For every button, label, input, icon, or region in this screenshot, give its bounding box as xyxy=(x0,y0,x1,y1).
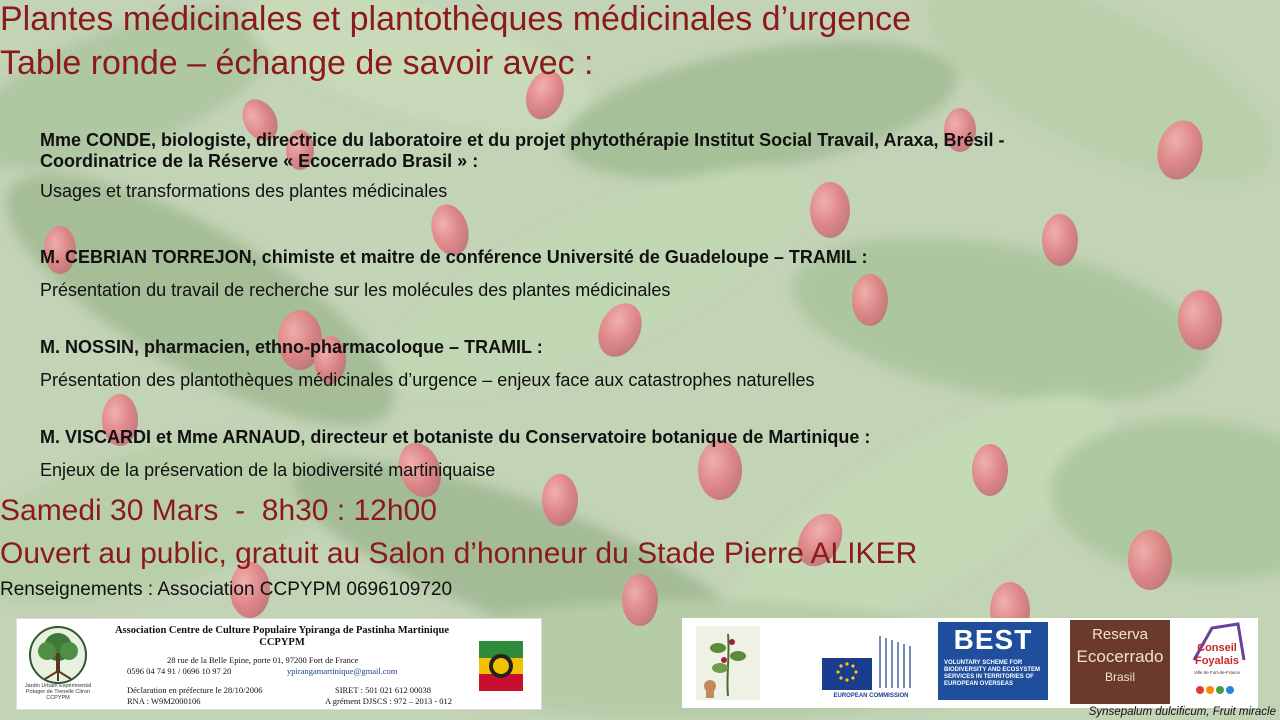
reserva-line3: Brasil xyxy=(1104,670,1135,684)
association-acronym: CCPYPM xyxy=(259,637,305,648)
association-address: 28 rue de la Belle Epine, porte 01, 97200 Fort de France xyxy=(167,655,359,665)
speaker-1-name xyxy=(40,130,1240,172)
speaker-3-name: M. NOSSIN, pharmacien, ethno-pharmacoloque – TRAMIL : xyxy=(40,337,543,357)
speaker-1-line1: Mme CONDE, biologiste, directrice du laboratoire et du projet phytothérapie Institut Social Travail, Araxa, Brésil - xyxy=(40,130,1005,150)
association-siret: SIRET : 501 021 612 00038 xyxy=(335,685,431,695)
association-name xyxy=(97,625,467,649)
logo-caption: Jardin Urbain Expérimental Potager de Trenelle Citron CCPYPM xyxy=(24,683,92,701)
page-subtitle: Table ronde – échange de savoir avec : xyxy=(0,44,594,82)
event-venue: Ouvert au public, gratuit au Salon d’honneur du Stade Pierre ALIKER xyxy=(0,537,918,570)
speaker-2-topic: Présentation du travail de recherche sur les molécules des plantes médicinales xyxy=(40,280,671,300)
conseil-sub: Ville de Fort-de-France xyxy=(1194,670,1240,675)
herbalist-illustration-icon xyxy=(696,626,760,700)
speaker-4-name: M. VISCARDI et Mme ARNAUD, directeur et botaniste du Conservatoire botanique de Martinique : xyxy=(40,427,871,447)
speaker-4-topic: Enjeux de la préservation de la biodiversité martiniquaise xyxy=(40,460,496,480)
association-fullname: Association Centre de Culture Populaire Ypiranga de Pastinha Martinique xyxy=(114,625,450,636)
association-email[interactable]: ypirangamartinique@gmail.com xyxy=(287,666,398,676)
speaker-1-topic: Usages et transformations des plantes médicinales xyxy=(40,181,448,201)
conseil-line1: Conseil xyxy=(1197,642,1237,654)
partners-strip xyxy=(682,618,1258,708)
reserva-line2: Ecocerrado xyxy=(1076,647,1164,666)
association-rna: RNA : W9M2000106 xyxy=(127,696,201,706)
page-title: Plantes médicinales et plantothèques médicinales d’urgence xyxy=(0,0,912,38)
best-logo xyxy=(938,622,1048,700)
speaker-2-name: M. CEBRIAN TORREJON, chimiste et maitre de conférence Université de Guadeloupe – TRAMIL : xyxy=(40,247,868,267)
conseil-foyalais-logo xyxy=(1184,620,1250,704)
event-info: Renseignements : Association CCPYPM 0696109720 xyxy=(0,579,453,600)
reserva-line1: Reserva xyxy=(1092,626,1148,643)
european-commission-label: EUROPEAN COMMISSION xyxy=(833,693,909,699)
speaker-3-topic: Présentation des plantothèques médicinales d’urgence – enjeux face aux catastrophes naturelles xyxy=(40,370,815,390)
event-date: Samedi 30 Mars - 8h30 : 12h00 xyxy=(0,494,437,527)
european-commission-logo-icon xyxy=(814,628,924,700)
conseil-line2: Foyalais xyxy=(1194,655,1240,667)
association-agrement: A grément DJSCS : 972 – 2013 - 012 xyxy=(325,696,453,706)
association-card xyxy=(16,618,542,710)
reserva-ecocerrado-logo xyxy=(1070,620,1170,704)
best-title: BEST xyxy=(953,624,1033,655)
speaker-1-line2: Coordinatrice de la Réserve « Ecocerrado Brasil » : xyxy=(40,151,479,171)
best-description: VOLUNTARY SCHEME FOR BIODIVERSITY AND ECOSYSTEM SERVICES IN TERRITORIES OF EUROPEAN OVERSEAS xyxy=(944,660,1041,687)
association-declaration: Déclaration en préfecture le 28/10/2006 xyxy=(127,685,263,695)
association-phones: 0596 04 74 91 / 0696 10 97 20 xyxy=(127,666,232,676)
photo-caption: Synsepalum dulcificum, Fruit miracle xyxy=(1088,706,1276,718)
capoeira-flag-icon xyxy=(479,641,523,691)
